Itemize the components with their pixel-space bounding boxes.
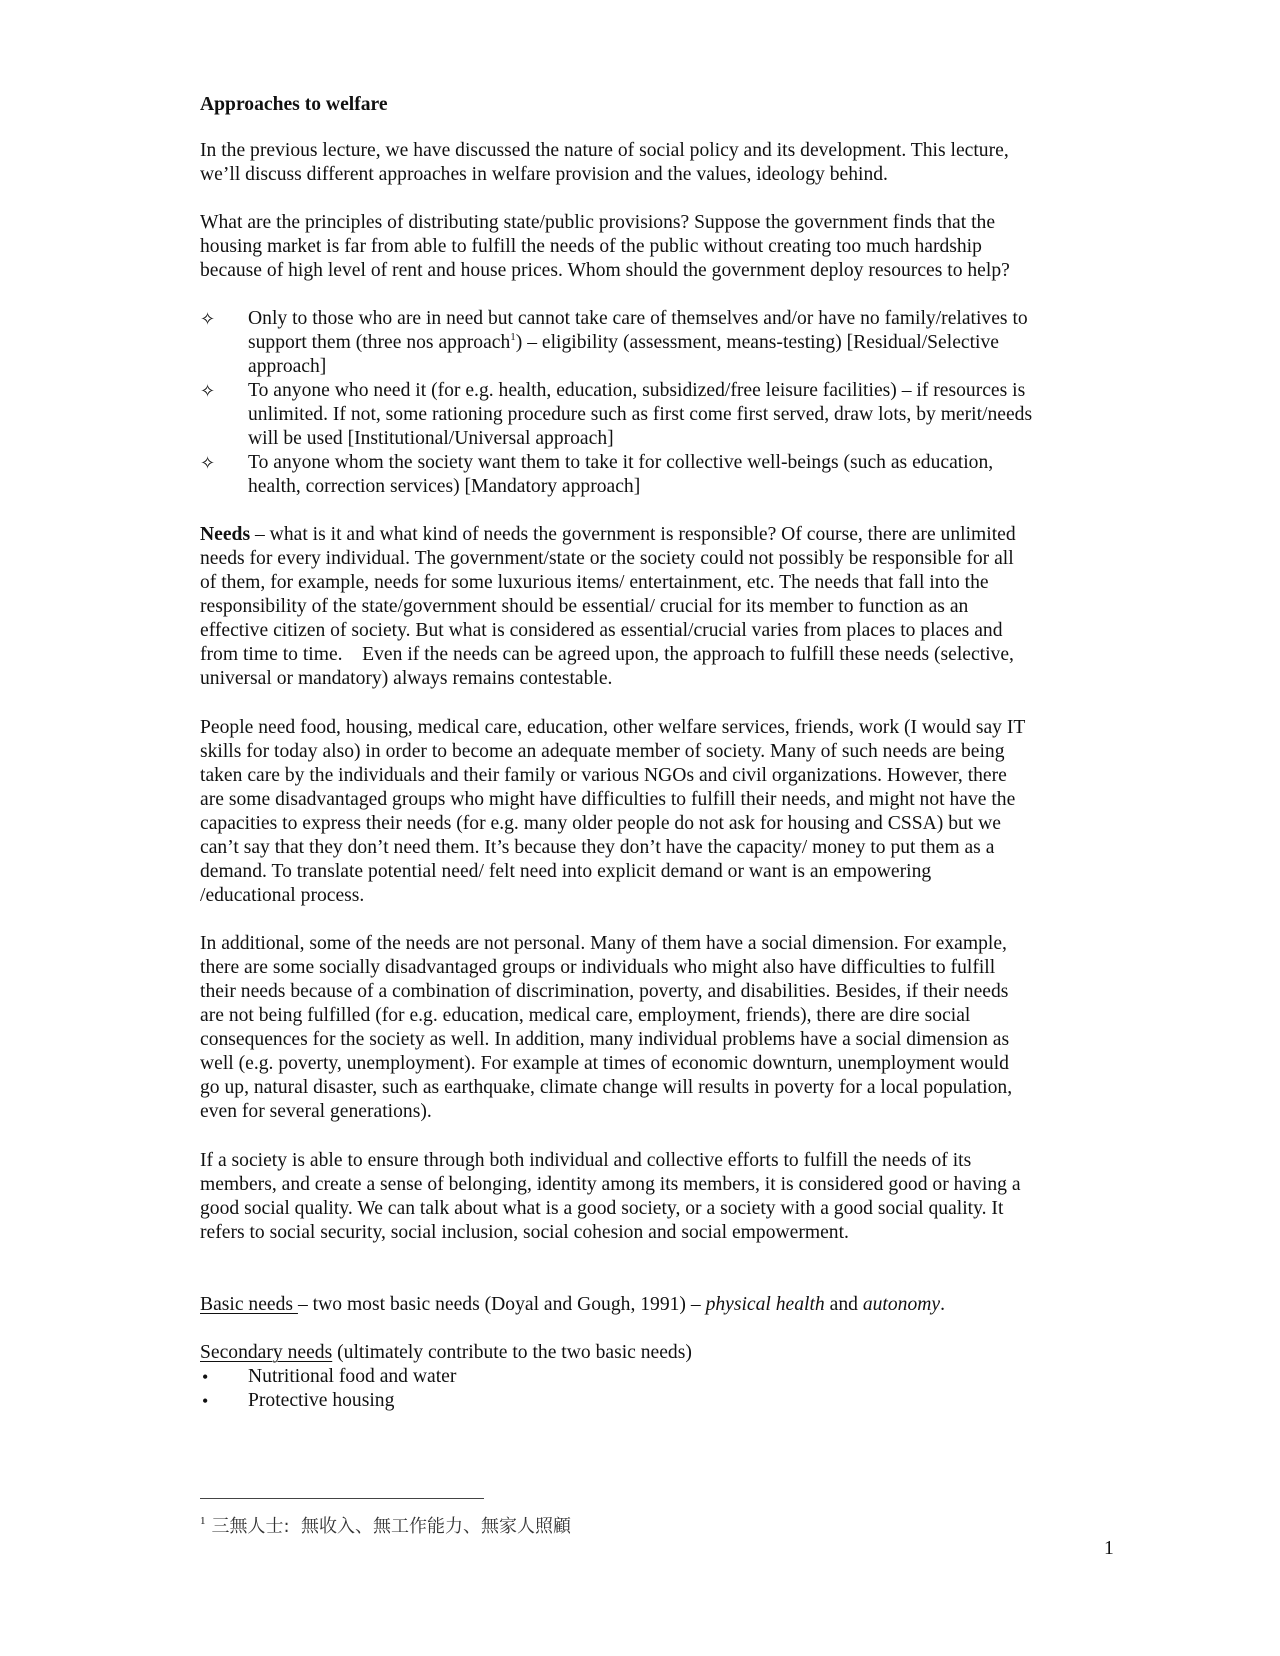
additional-line-6: well (e.g. poverty, unemployment). For example at times of economic downturn, unemployment would [200,1053,1009,1074]
bullet-dot-icon: • [202,1367,209,1387]
additional-line-1: In additional, some of the needs are not personal. Many of them have a social dimension. For example, [200,933,1007,954]
approach-3-line-1: To anyone whom the society want them to take it for collective well-beings (such as education, [248,452,994,473]
people-line-7: demand. To translate potential need/ felt need into explicit demand or want is an empowering [200,861,932,882]
approach-1-line-2 [248,331,999,355]
footnote [200,1509,571,1539]
needs-line-7: universal or mandatory) always remains contestable. [200,668,613,689]
basic-needs-text: – two most basic needs (Doyal and Gough, 1991) – [297,1294,706,1315]
needs-line-2: needs for every individual. The government/state or the society could not possibly be responsible for all [200,548,1014,569]
additional-line-7: go up, natural disaster, such as earthquake, climate change will results in poverty for a local population, [200,1077,1013,1098]
footnote-separator [200,1498,484,1499]
people-line-2: skills for today also) in order to become an adequate member of society. Many of such needs are being [200,741,1005,762]
needs-line-3: of them, for example, needs for some luxurious items/ entertainment, etc. The needs that fall into the [200,572,989,593]
needs-lead-term: Needs [200,524,251,545]
additional-line-2: there are some socially disadvantaged groups or individuals who might also have difficulties to fulfill [200,957,996,978]
question-line-3: because of high level of rent and house prices. Whom should the government deploy resources to help? [200,260,1010,281]
footnote-mark: 1 [200,1515,206,1527]
society-line-1: If a society is able to ensure through both individual and collective efforts to fulfill the needs of its [200,1150,972,1171]
approach-1-line-1: Only to those who are in need but cannot take care of themselves and/or have no family/relatives to [248,308,1028,329]
question-line-1: What are the principles of distributing state/public provisions? Suppose the government finds that the [200,212,996,233]
footnote-text: 三無人士: 無收入、無工作能力、無家人照顧 [211,1516,572,1537]
approach-1-text: support them (three nos approach [248,332,511,353]
needs-line-6: from time to time. Even if the needs can be agreed upon, the approach to fulfill these needs (selective, [200,644,1014,665]
society-line-4: refers to social security, social inclusion, social cohesion and social empowerment. [200,1222,849,1243]
document-title: Approaches to welfare [200,94,388,115]
secondary-need-item: Protective housing [248,1390,395,1411]
question-line-2: housing market is far from able to fulfill the needs of the public without creating too much hardship [200,236,982,257]
needs-line-4: responsibility of the state/government should be essential/ crucial for its member to function as an [200,596,969,617]
four-point-star-bullet-icon: ✧ [200,453,216,473]
society-line-2: members, and create a sense of belonging, identity among its members, it is considered good or having a [200,1174,1021,1195]
intro-line-1: In the previous lecture, we have discussed the nature of social policy and its development. This lecture, [200,140,1009,161]
people-line-4: are some disadvantaged groups who might have difficulties to fulfill their needs, and might not have the [200,789,1016,810]
society-line-3: good social quality. We can talk about what is a good society, or a society with a good social quality. It [200,1198,1004,1219]
additional-line-3: their needs because of a combination of discrimination, poverty, and disabilities. Besides, if their needs [200,981,1009,1002]
approach-1-text-cont: ) – eligibility (assessment, means-testing) [Residual/Selective [515,332,999,353]
secondary-needs-heading: Secondary needs [200,1342,333,1363]
secondary-needs-text: (ultimately contribute to the two basic needs) [332,1342,692,1363]
basic-needs-line [200,1293,945,1317]
bullet-dot-icon: • [202,1391,209,1411]
additional-line-4: are not being fulfilled (for e.g. education, medical care, employment, friends), there are dire social [200,1005,971,1026]
four-point-star-bullet-icon: ✧ [200,381,216,401]
footnote-reference[interactable]: 1 [510,331,516,343]
approach-2-line-1: To anyone who need it (for e.g. health, education, subsidized/free leisure facilities) – if resources is [248,380,1026,401]
physical-health-term: physical health [705,1294,825,1315]
approach-3-line-2: health, correction services) [Mandatory approach] [248,476,641,497]
approach-1-line-3: approach] [248,356,327,377]
secondary-need-item: Nutritional food and water [248,1366,457,1387]
people-line-3: taken care by the individuals and their family or various NGOs and civil organizations. However, there [200,765,1007,786]
needs-line-1-text: – what is it and what kind of needs the government is responsible? Of course, there are unlimited [250,524,1016,545]
basic-needs-and: and [824,1294,863,1315]
page-number: 1 [1104,1538,1114,1559]
additional-line-5: consequences for the society as well. In addition, many individual problems have a social dimension as [200,1029,1010,1050]
autonomy-term: autonomy [862,1294,941,1315]
additional-line-8: even for several generations). [200,1101,432,1122]
people-line-1: People need food, housing, medical care, education, other welfare services, friends, work (I would say IT [200,717,1026,738]
intro-line-2: we’ll discuss different approaches in welfare provision and the values, ideology behind. [200,164,888,185]
approach-2-line-3: will be used [Institutional/Universal approach] [248,428,614,449]
basic-needs-heading: Basic needs [200,1294,298,1315]
approach-2-line-2: unlimited. If not, some rationing procedure such as first come first served, draw lots, by merit/needs [248,404,1033,425]
needs-line-5: effective citizen of society. But what is considered as essential/crucial varies from places to places and [200,620,1003,641]
people-line-5: capacities to express their needs (for e.g. many older people do not ask for housing and CSSA) but we [200,813,1001,834]
people-line-8: /educational process. [200,885,365,906]
secondary-needs-line [200,1341,692,1365]
four-point-star-bullet-icon: ✧ [200,309,216,329]
needs-line-1 [200,523,1016,547]
basic-needs-period: . [940,1294,946,1315]
people-line-6: can’t say that they don’t need them. It’s because they don’t have the capacity/ money to put them as a [200,837,995,858]
